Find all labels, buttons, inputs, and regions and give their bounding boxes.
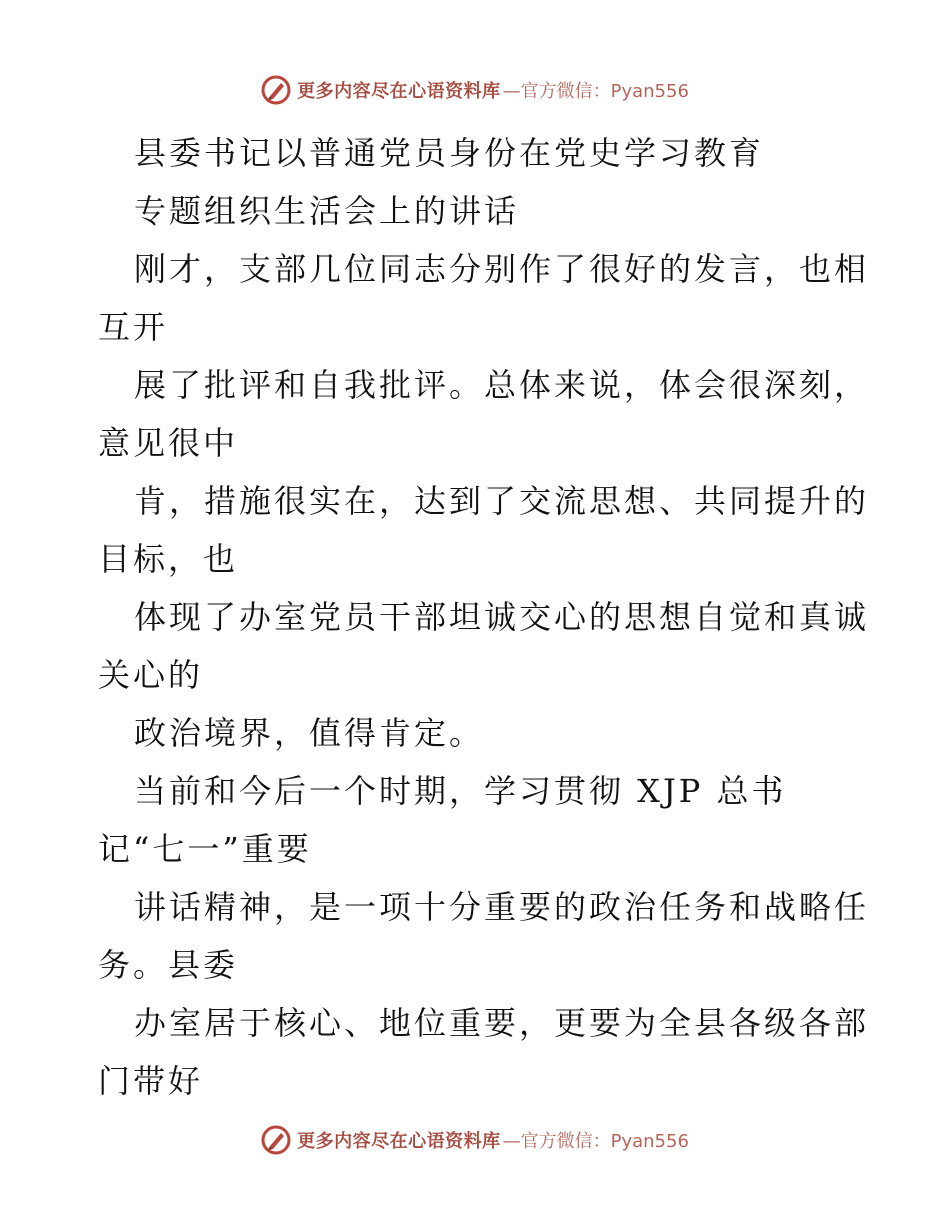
paragraph-line: 务。县委 [98,946,239,984]
paragraph-line: 目标，也 [98,540,239,578]
watermark-text: 更多内容尽在心语资料库 [297,81,501,102]
watermark-contact: —官方微信：Pyan556 [502,81,689,102]
paragraph-line: 展了批评和自我批评。总体来说，体会很深刻， [134,366,870,404]
paragraph-line: 意见很中 [98,424,239,462]
paragraph-line: 肯，措施很实在，达到了交流思想、共同提升的 [134,482,870,520]
paragraph-line: 政治境界，值得肯定。 [134,714,485,752]
paragraph-line: 刚才，支部几位同志分别作了很好的发言，也相 [134,250,870,288]
paragraph-line: 当前和今后一个时期，学习贯彻 XJP 总书 [134,772,787,810]
paragraph-line: 体现了办室党员干部坦诚交心的思想自觉和真诚 [134,598,870,636]
paragraph-line: 互开 [98,308,169,346]
watermark-header [0,72,950,108]
watermark-footer [0,1122,950,1158]
watermark-text: 更多内容尽在心语资料库 [297,1131,501,1152]
paragraph-line: 门带好 [98,1062,204,1100]
paragraph-line: 讲话精神，是一项十分重要的政治任务和战略任 [134,888,870,926]
paragraph-line: 记“七一”重要 [98,830,312,868]
watermark-contact: —官方微信：Pyan556 [502,1131,689,1152]
pen-logo-icon [261,1125,291,1155]
paragraph-line: 关心的 [98,656,204,694]
title-line-2: 专题组织生活会上的讲话 [134,192,520,230]
paragraph-line: 办室居于核心、地位重要，更要为全县各级各部 [134,1004,870,1042]
title-line-1: 县委书记以普通党员身份在党史学习教育 [134,134,765,172]
pen-logo-icon [261,75,291,105]
